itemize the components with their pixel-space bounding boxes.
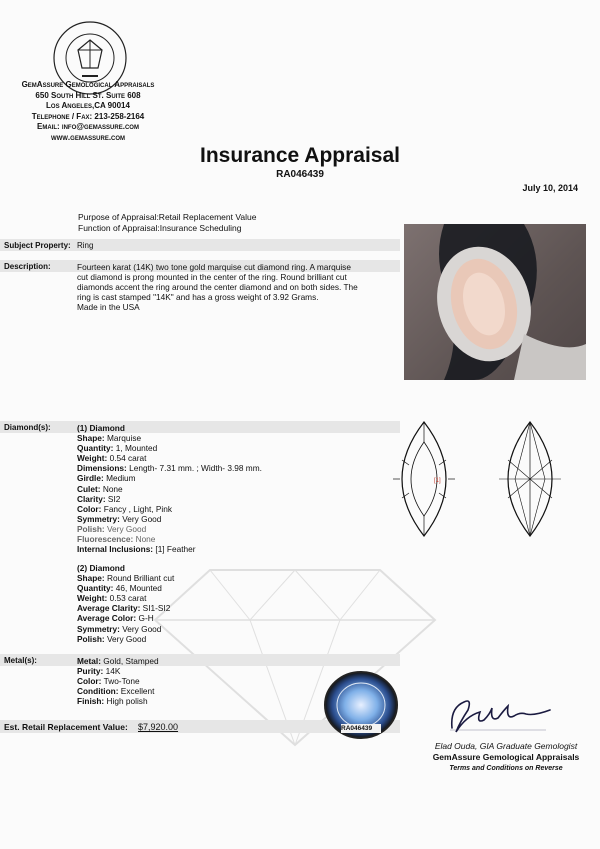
company-name: GemAssure Gemological Appraisals (21, 80, 155, 89)
field-value: Medium (106, 473, 136, 484)
field-value: SI1-SI2 (142, 603, 171, 614)
estimate-label: Est. Retail Replacement Value: (4, 722, 128, 732)
field-key: Clarity: (77, 493, 106, 504)
description-line: diamonds accent the ring around the center diamond and on both sides. The (77, 282, 358, 292)
description-line: cut diamond is prong mounted in the center of the ring. Round brilliant cut (77, 272, 347, 282)
field-key: Shape: (77, 433, 105, 444)
field-value: G-H (138, 613, 154, 624)
field-key: Symmetry: (77, 623, 120, 634)
field-key: Quantity: (77, 583, 114, 594)
field-value: None (102, 483, 123, 494)
svg-text:[1]: [1] (434, 478, 441, 484)
field-key: Average Color: (77, 613, 137, 624)
field-key: Polish: (77, 633, 105, 644)
subject-value: Ring (77, 241, 94, 250)
ring-photo (404, 224, 586, 380)
report-number: RA046439 (276, 169, 324, 180)
description-line: Made in the USA (77, 302, 140, 312)
field-key: Polish: (77, 523, 105, 534)
company-phone: Telephone / Fax: 213-258-2164 (31, 111, 145, 121)
field-key: Color: (77, 676, 102, 687)
field-key: Symmetry: (77, 513, 120, 524)
field-value: Round Brilliant cut (106, 573, 175, 584)
marquise-crown-icon (384, 420, 464, 538)
field-value: 1, Mounted (115, 443, 158, 454)
estimate-value: $7,920.00 (138, 722, 179, 732)
field-value: Two-Tone (103, 676, 140, 687)
marquise-pavilion-icon (490, 420, 570, 538)
field-key: Condition: (77, 686, 119, 697)
field-key: Culet: (77, 483, 101, 494)
purpose-of-appraisal: Purpose of Appraisal:Retail Replacement Value (78, 212, 257, 222)
field-key: Finish: (77, 696, 105, 707)
signatory-name: Elad Ouda, GIA Graduate Gemologist (434, 741, 578, 751)
hologram-number: RA046439 (341, 725, 373, 732)
field-key: Purity: (77, 666, 104, 677)
diamonds-label: Diamond(s): (4, 423, 51, 432)
field-value: Gold, Stamped (103, 656, 159, 666)
diamond-plot-pavilion (490, 420, 570, 538)
field-value: Excellent (120, 686, 155, 697)
page-title: Insurance Appraisal (200, 144, 400, 167)
field-key: Fluorescence: (77, 534, 134, 545)
field-value: Very Good (106, 633, 147, 644)
field-value: None (135, 534, 156, 545)
diamond1-heading: (1) Diamond (77, 423, 125, 433)
company-website[interactable]: www.gemassure.com (50, 132, 126, 142)
field-key: Internal Inclusions: (77, 544, 154, 555)
subject-label: Subject Property: (4, 241, 71, 250)
field-key: Weight: (77, 593, 108, 604)
description-label: Description: (4, 262, 51, 271)
field-value: 0.53 carat (109, 593, 147, 604)
company-address-line1: 650 South Hill St. Suite 608 (35, 90, 141, 100)
field-key: Dimensions: (77, 463, 127, 474)
company-email[interactable]: Email: info@gemassure.com (37, 122, 139, 131)
field-value: 46, Mounted (115, 583, 162, 594)
field-key: Girdle: (77, 473, 104, 484)
signature-icon (446, 688, 556, 740)
field-value: Very Good (106, 523, 147, 534)
metal-label: Metal(s): (4, 656, 37, 665)
field-key: Shape: (77, 573, 105, 584)
description-line: ring is cast stamped "14K" and has a gross weight of 3.92 Grams. (77, 292, 319, 302)
field-key: Color: (77, 503, 102, 514)
field-value: Very Good (122, 513, 162, 524)
field-key: Metal: (77, 656, 101, 666)
field-value: High polish (106, 696, 148, 707)
diamond-plot-crown (384, 420, 464, 538)
description-line: Fourteen karat (14K) two tone gold marquise cut diamond ring. A marquise (77, 262, 351, 272)
field-key: Quantity: (77, 443, 114, 454)
company-address-line2: Los Angeles,CA 90014 (46, 101, 130, 110)
report-date: July 10, 2014 (522, 183, 578, 193)
field-value: Length- 7.31 mm. ; Width- 3.98 mm. (129, 463, 262, 474)
field-key: Weight: (77, 453, 108, 464)
signature-image (446, 688, 556, 740)
field-value: SI2 (107, 493, 121, 504)
field-value: Marquise (106, 433, 142, 444)
signatory-company: GemAssure Gemological Appraisals (432, 752, 580, 762)
field-key: Average Clarity: (77, 603, 141, 614)
field-value: Very Good (122, 623, 162, 634)
field-value: Fancy , Light, Pink (103, 503, 173, 514)
field-value: 0.54 carat (109, 453, 147, 464)
terms-link[interactable]: Terms and Conditions on Reverse (449, 765, 563, 772)
field-value: [1] Feather (155, 544, 196, 555)
metal-row-bg (0, 654, 400, 666)
function-of-appraisal: Function of Appraisal:Insurance Scheduling (78, 222, 242, 233)
diamond2-heading: (2) Diamond (77, 563, 125, 573)
field-value: 14K (105, 666, 121, 677)
